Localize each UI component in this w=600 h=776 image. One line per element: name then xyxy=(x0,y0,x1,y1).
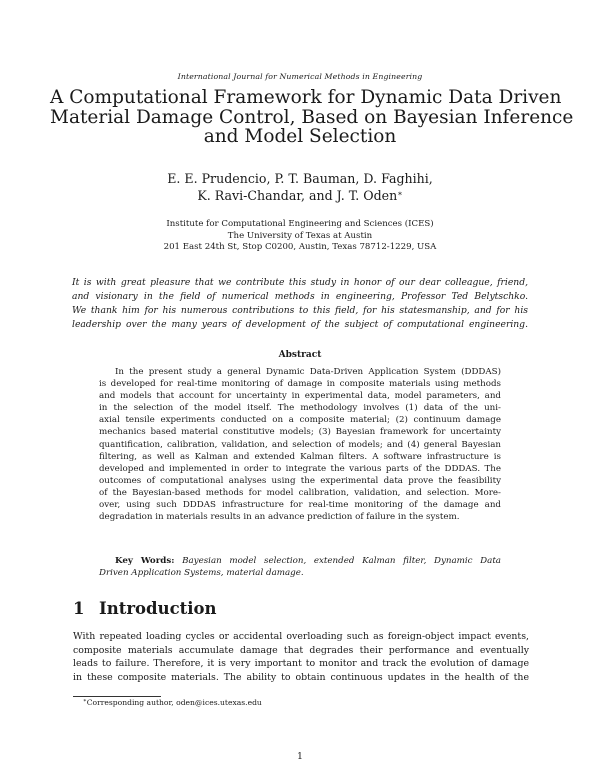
keywords-text: Bayesian model selection, extended Kalman filter, Dynamic Data xyxy=(182,556,501,566)
title-line: Material Damage Control, Based on Bayesian Inference xyxy=(50,106,574,128)
author-list xyxy=(0,170,600,204)
dedication-line: We thank him for his numerous contributions to this field, for his statesmanship, and for his xyxy=(72,305,528,316)
affiliation xyxy=(0,219,600,254)
keywords-line xyxy=(99,567,501,579)
keywords-text: Driven Application Systems, material damage. xyxy=(99,568,304,579)
footnote-mark: ∗ xyxy=(83,698,87,704)
keywords-line xyxy=(99,555,501,567)
abstract-line: of the Bayesian-based methods for model calibration, validation, and selection. More- xyxy=(99,487,501,498)
paper-title xyxy=(50,87,574,147)
section-number: 1 xyxy=(73,599,85,618)
corresponding-author-mark: ∗ xyxy=(397,189,403,198)
abstract-line: degradation in materials results in an advance prediction of failure in the system. xyxy=(99,512,460,523)
abstract-line: in the selection of the model itself. The methodology involves (1) data of the uni- xyxy=(99,403,501,414)
dedication-line: and visionary in the field of numerical methods in engineering, Professor Ted Belytschko. xyxy=(72,291,528,302)
abstract-line: quantification, calibration, validation, and selection of models; and (4) general Bayesian xyxy=(99,439,501,450)
abstract-line: over, using such DDDAS infrastructure for real-time monitoring of the damage and xyxy=(99,500,501,511)
footnote xyxy=(83,698,262,707)
affiliation-line: Institute for Computational Engineering and Sciences (ICES) xyxy=(166,219,434,229)
footnote-text: Corresponding author, oden@ices.utexas.edu xyxy=(86,698,262,707)
footnote-rule xyxy=(73,696,161,697)
section-heading xyxy=(73,599,217,618)
intro-line: composite materials accumulate damage that degrades their performance and eventually xyxy=(73,644,529,656)
dedication-line: It is with great pleasure that we contribute this study in honor of our dear colleague, friend, xyxy=(72,277,528,288)
intro-line: in these composite materials. The ability to obtain continuous updates in the health of the xyxy=(73,671,529,683)
section-title: Introduction xyxy=(99,599,217,618)
dedication xyxy=(72,276,528,332)
abstract-line: mechanics based material constitutive models; (3) Bayesian framework for uncertainty xyxy=(99,427,501,438)
keywords xyxy=(99,555,501,579)
abstract-line: filtering, as well as Kalman and extended Kalman filters. A software infrastructure is xyxy=(99,451,501,462)
abstract-heading: Abstract xyxy=(278,350,322,360)
abstract-body xyxy=(99,366,501,523)
intro-line: With repeated loading cycles or accidental overloading such as foreign-object impact events, xyxy=(73,631,529,642)
affiliation-line: 201 East 24th St, Stop C0200, Austin, Texas 78712-1229, USA xyxy=(163,242,437,252)
abstract-line: axial tensile experiments conducted on a composite material; (2) continuum damage xyxy=(99,415,501,426)
abstract-line: outcomes of computational analyses using the experimental data prove the feasibility xyxy=(99,475,501,486)
journal-name: International Journal for Numerical Methods in Engineering xyxy=(177,72,423,81)
intro-line: leads to failure. Therefore, it is very important to monitor and track the evolution of damage xyxy=(73,658,529,669)
title-line: and Model Selection xyxy=(203,126,397,147)
page-number: 1 xyxy=(297,751,303,762)
abstract-line: In the present study a general Dynamic Data-Driven Application System (DDDAS) xyxy=(115,367,501,377)
intro-paragraph xyxy=(73,630,529,684)
author-line-text: K. Ravi-Chandar, and J. T. Oden xyxy=(197,188,398,203)
author-line xyxy=(0,187,600,204)
title-line: A Computational Framework for Dynamic Data Driven xyxy=(50,87,562,108)
affiliation-line: The University of Texas at Austin xyxy=(227,230,373,241)
dedication-line: leadership over the many years of development of the subject of computational engineering. xyxy=(72,319,528,330)
keywords-label: Key Words: xyxy=(115,556,175,566)
author-line: E. E. Prudencio, P. T. Bauman, D. Faghihi, xyxy=(167,171,433,186)
abstract-line: developed and implemented in order to integrate the various parts of the DDDAS. The xyxy=(99,463,501,474)
abstract-line: is developed for real-time monitoring of damage in composite materials using methods xyxy=(99,379,501,390)
abstract-line: and models that account for uncertainty in experimental data, model parameters, and xyxy=(99,391,501,402)
